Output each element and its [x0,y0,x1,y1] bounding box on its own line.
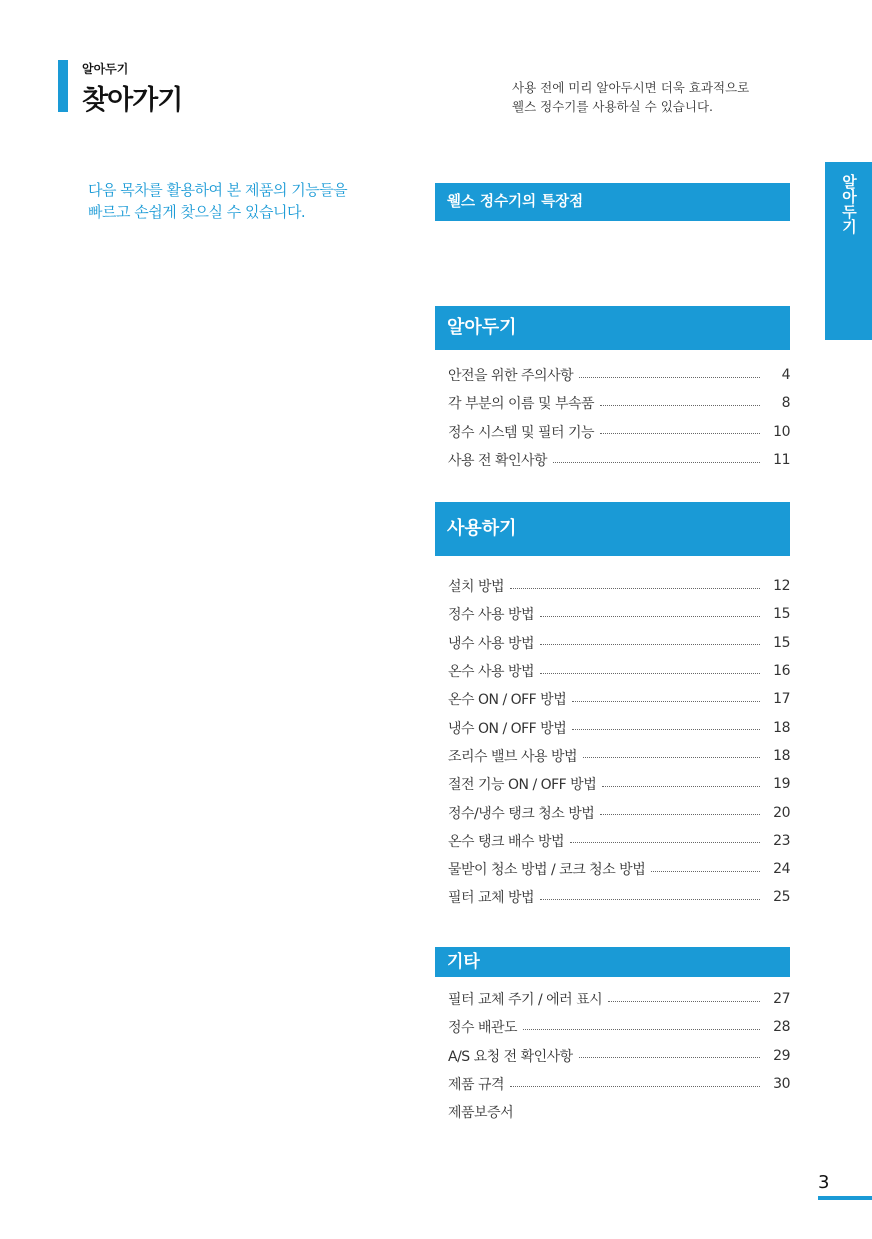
toc-item-label: 온수 탱크 배수 방법 [448,833,565,850]
section-etc-header[interactable]: 기타 [435,947,790,977]
toc-item[interactable] [448,798,790,826]
toc-item-page: 18 [773,747,790,764]
toc-item[interactable] [448,827,790,855]
toc-item[interactable] [448,389,790,417]
toc-list-use [448,572,790,912]
toc-leader-dots [510,1086,760,1087]
toc-item[interactable] [448,770,790,798]
toc-item-page: 20 [773,804,790,821]
toc-item-label: 각 부분의 이름 및 부속품 [448,396,595,413]
toc-item-label: 설치 방법 [448,579,505,596]
toc-item-page: 8 [781,395,790,412]
toc-item-page: 23 [773,832,790,849]
toc-item-label: 물받이 청소 방법 / 코크 청소 방법 [448,862,646,879]
section-know-header[interactable]: 알아두기 [435,306,790,350]
toc-item-page: 24 [773,861,790,878]
toc-leader-dots [600,405,760,406]
header-accent-bar [58,60,68,112]
page-number: 3 [818,1172,830,1193]
toc-item[interactable] [448,855,790,883]
toc-item-label: 제품보증서 [448,1105,514,1122]
toc-item[interactable] [448,883,790,911]
toc-item[interactable] [448,1042,790,1070]
toc-item-page: 15 [773,634,790,651]
toc-leader-dots [510,588,760,589]
toc-item-page: 19 [773,776,790,793]
toc-leader-dots [540,899,760,900]
toc-item[interactable] [448,685,790,713]
toc-leader-dots [540,673,760,674]
toc-item-page: 17 [773,691,790,708]
toc-leader-dots [600,814,760,815]
intro-text [88,179,347,223]
intro-line2: 빠르고 손쉽게 찾으실 수 있습니다. [88,203,306,221]
toc-item[interactable] [448,361,790,389]
toc-leader-dots [540,616,760,617]
toc-list-etc [448,985,790,1126]
toc-item-page: 18 [773,719,790,736]
toc-item[interactable] [448,446,790,474]
toc-item-label: 냉수 ON / OFF 방법 [448,720,567,737]
toc-item-label: 온수 사용 방법 [448,664,535,681]
toc-item-page: 27 [773,991,790,1008]
header-description-line1: 사용 전에 미리 알아두시면 더욱 효과적으로 [512,80,750,95]
toc-leader-dots [600,433,760,434]
toc-list-know [448,361,790,474]
page-title: 찾아가기 [82,85,183,116]
toc-item-label: 냉수 사용 방법 [448,635,535,652]
toc-item-page: 25 [773,889,790,906]
intro-line1: 다음 목차를 활용하여 본 제품의 기능들을 [88,181,348,199]
toc-item-page: 30 [773,1076,790,1093]
toc-item-label: 정수 시스템 및 필터 기능 [448,424,595,441]
toc-leader-dots [651,871,760,872]
side-tab[interactable] [825,162,872,340]
toc-item-label: 온수 ON / OFF 방법 [448,692,567,709]
toc-item-label: 조리수 밸브 사용 방법 [448,748,578,765]
toc-leader-dots [579,1057,760,1058]
toc-item-page: 12 [773,578,790,595]
toc-leader-dots [579,377,760,378]
toc-item-page: 28 [773,1019,790,1036]
toc-item-page: 16 [773,663,790,680]
toc-item-label: 정수 배관도 [448,1020,518,1037]
header-category: 알아두기 [82,62,129,76]
toc-item-label: 정수 사용 방법 [448,607,535,624]
toc-item[interactable] [448,572,790,600]
side-tab-label: 알아두기 [840,174,858,234]
toc-item[interactable] [448,629,790,657]
toc-item-label: 필터 교체 방법 [448,890,535,907]
toc-item-page: 15 [773,606,790,623]
toc-item-page: 29 [773,1047,790,1064]
toc-leader-dots [540,644,760,645]
page-number-underline [818,1196,872,1200]
toc-leader-dots [570,842,760,843]
toc-item-label: A/S 요청 전 확인사항 [448,1048,573,1065]
toc-item-page: 10 [773,423,790,440]
toc-item-label: 정수/냉수 탱크 청소 방법 [448,805,595,822]
toc-item-label: 필터 교체 주기 / 에러 표시 [448,992,603,1009]
toc-leader-dots [608,1001,760,1002]
toc-item[interactable] [448,1070,790,1098]
header-description-line2: 웰스 정수기를 사용하실 수 있습니다. [512,99,713,114]
toc-item[interactable] [448,418,790,446]
header-description [512,78,749,116]
toc-leader-dots [572,729,760,730]
toc-item[interactable] [448,1013,790,1041]
toc-item-label: 제품 규격 [448,1077,505,1094]
toc-item[interactable] [448,657,790,685]
section-use-header[interactable]: 사용하기 [435,502,790,556]
toc-leader-dots [572,701,760,702]
toc-leader-dots [523,1029,760,1030]
toc-leader-dots [553,462,760,463]
toc-item-page: 4 [781,367,790,384]
toc-item-label: 절전 기능 ON / OFF 방법 [448,777,597,794]
toc-item-page: 11 [773,452,790,469]
toc-leader-dots [583,757,760,758]
toc-item[interactable] [448,985,790,1013]
toc-item-label: 사용 전 확인사항 [448,453,548,470]
toc-item-label: 안전을 위한 주의사항 [448,368,574,385]
toc-item[interactable] [448,742,790,770]
toc-item[interactable] [448,600,790,628]
toc-item[interactable] [448,1098,790,1126]
toc-leader-dots [602,786,760,787]
section-features-header[interactable]: 웰스 정수기의 특장점 [435,183,790,221]
toc-item[interactable] [448,713,790,741]
